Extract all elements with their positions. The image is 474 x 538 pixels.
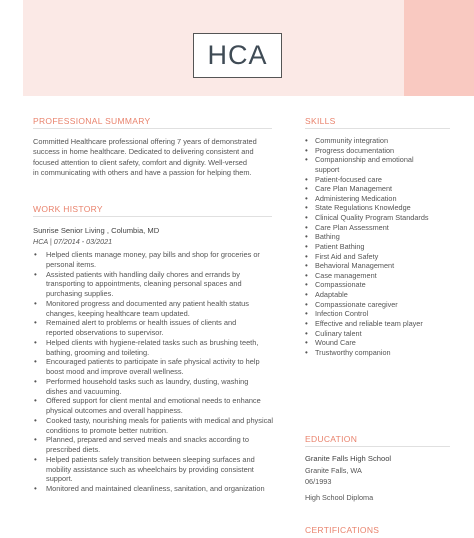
job-duty-item bbox=[33, 338, 281, 358]
job-duty-item bbox=[33, 357, 281, 377]
text-line: Encouraged patients to participate in safe physical activity to help bbox=[46, 357, 260, 367]
summary-heading: PROFESSIONAL SUMMARY bbox=[33, 116, 151, 126]
skill-item bbox=[305, 203, 460, 213]
skill-item bbox=[305, 175, 460, 185]
skill-item bbox=[305, 232, 460, 242]
text-line: Helped patients safely transition between sleeping surfaces and bbox=[46, 454, 255, 464]
skills-heading: SKILLS bbox=[305, 116, 336, 126]
skill-item bbox=[305, 338, 460, 348]
job-duty-item bbox=[33, 416, 281, 436]
job-duty-item bbox=[33, 435, 281, 455]
header-band-left bbox=[0, 0, 23, 96]
text-line: Patient Bathing bbox=[315, 241, 365, 251]
text-line: Companionship and emotional bbox=[315, 155, 414, 165]
text-line: Bathing bbox=[315, 232, 340, 242]
skill-item bbox=[305, 280, 460, 290]
text-line: in communicating with others and have a passion for helping them. bbox=[33, 167, 252, 177]
certifications-heading: CERTIFICATIONS bbox=[305, 525, 380, 535]
text-line: Clinical Quality Program Standards bbox=[315, 213, 429, 222]
skill-item bbox=[305, 136, 460, 146]
skill-item bbox=[305, 271, 460, 281]
text-line: success in home healthcare. Dedicated to delivering consistent and bbox=[33, 147, 254, 157]
text-line: Cooked tasty, nourishing meals for patients with medical and physical bbox=[46, 415, 274, 425]
header-band-right bbox=[404, 0, 474, 96]
text-line: Behavioral Management bbox=[315, 261, 395, 271]
text-line: Progress documentation bbox=[315, 145, 395, 155]
text-line: Effective and reliable team player bbox=[315, 318, 423, 328]
text-line: Assisted patients with handling daily chores and errands by bbox=[46, 269, 240, 279]
text-line: Patient-focused care bbox=[315, 174, 382, 184]
job-duty-item bbox=[33, 484, 281, 494]
text-line: Trustworthy companion bbox=[315, 347, 391, 357]
skill-item bbox=[305, 155, 460, 174]
skill-item bbox=[305, 329, 460, 339]
skill-item bbox=[305, 309, 460, 319]
education-degree: High School Diploma bbox=[305, 493, 374, 502]
text-line: conditions to promote better nutrition. bbox=[46, 425, 169, 435]
skill-item bbox=[305, 242, 460, 252]
education-date: 06/1993 bbox=[305, 477, 332, 486]
job-duty-item bbox=[33, 377, 281, 397]
candidate-name: HCA bbox=[207, 40, 268, 70]
education-location: Granite Falls, WA bbox=[305, 466, 362, 475]
summary-divider bbox=[33, 128, 272, 129]
skill-item bbox=[305, 300, 460, 310]
text-line: focused attention to client safety, comfort and dignity. Well-versed bbox=[33, 157, 248, 167]
education-divider bbox=[305, 446, 450, 447]
text-line: First Aid and Safety bbox=[315, 251, 379, 261]
text-line: bathing, grooming and toileting. bbox=[46, 347, 150, 357]
work-history-divider bbox=[33, 216, 272, 217]
text-line: Remained alert to problems or health issues of clients and bbox=[46, 318, 237, 328]
text-line: Infection Control bbox=[315, 309, 369, 319]
skill-item bbox=[305, 184, 460, 194]
text-line: support. bbox=[46, 474, 73, 484]
text-line: Case management bbox=[315, 270, 377, 280]
text-line: Helped clients manage money, pay bills and shop for groceries or bbox=[46, 250, 260, 259]
text-line: Monitored and maintained cleanliness, sanitation, and organization bbox=[46, 484, 265, 493]
text-line: Helped clients with hygiene-related tasks such as brushing teeth, bbox=[46, 337, 259, 347]
text-line: purchasing supplies. bbox=[46, 289, 114, 298]
skills-list bbox=[305, 136, 460, 357]
text-line: prescribed diets. bbox=[46, 445, 101, 454]
text-line: Planned, prepared and served meals and snacks according to bbox=[46, 435, 249, 445]
education-school: Granite Falls High School bbox=[305, 454, 392, 463]
job-duties-list bbox=[33, 250, 281, 494]
text-line: Monitored progress and documented any patient health status bbox=[46, 298, 249, 308]
skill-item bbox=[305, 213, 460, 223]
skills-divider bbox=[305, 128, 450, 129]
job-duty-item bbox=[33, 318, 281, 338]
text-line: Adaptable bbox=[315, 290, 348, 299]
skill-item bbox=[305, 252, 460, 262]
text-line: boost mood and improve overall wellness. bbox=[46, 367, 184, 376]
text-line: Community integration bbox=[315, 136, 389, 145]
text-line: changes, keeping healthcare team updated. bbox=[46, 308, 190, 318]
text-line: Care Plan Assessment bbox=[315, 222, 389, 232]
job-duty-item bbox=[33, 250, 281, 270]
text-line: Offered support for client mental and emotional needs to enhance bbox=[46, 396, 261, 406]
job-title-dates: HCA | 07/2014 - 03/2021 bbox=[33, 237, 113, 246]
skill-item bbox=[305, 223, 460, 233]
job-duty-item bbox=[33, 270, 281, 299]
text-line: Compassionate bbox=[315, 280, 366, 290]
job-duty-item bbox=[33, 455, 281, 484]
text-line: State Regulations Knowledge bbox=[315, 203, 411, 213]
education-heading: EDUCATION bbox=[305, 434, 358, 444]
text-line: transporting to appointments, cleaning personal spaces and bbox=[46, 279, 242, 289]
job-duty-item bbox=[33, 299, 281, 319]
skill-item bbox=[305, 146, 460, 156]
text-line: Care Plan Management bbox=[315, 184, 393, 194]
skill-item bbox=[305, 319, 460, 329]
text-line: physical outcomes and overall happiness. bbox=[46, 406, 183, 415]
work-history-heading: WORK HISTORY bbox=[33, 204, 103, 214]
text-line: personal items. bbox=[46, 259, 97, 269]
text-line: Wound Care bbox=[315, 338, 356, 348]
job-duty-item bbox=[33, 396, 281, 416]
skill-item bbox=[305, 261, 460, 271]
job-employer: Sunrise Senior Living , Columbia, MD bbox=[33, 226, 160, 235]
text-line: Compassionate caregiver bbox=[315, 299, 398, 309]
name-box bbox=[193, 33, 282, 78]
text-line: support bbox=[315, 164, 340, 174]
text-line: Performed household tasks such as laundry, dusting, washing bbox=[46, 376, 249, 386]
skill-item bbox=[305, 290, 460, 300]
skill-item bbox=[305, 194, 460, 204]
text-line: dishes and vacuuming. bbox=[46, 386, 122, 396]
text-line: Administering Medication bbox=[315, 193, 397, 203]
text-line: reported observations to supervisor. bbox=[46, 328, 164, 337]
skill-item bbox=[305, 348, 460, 358]
text-line: mobility assistance such as wheelchairs by providing consistent bbox=[46, 464, 254, 474]
summary-text bbox=[33, 137, 278, 178]
text-line: Culinary talent bbox=[315, 328, 362, 338]
text-line: Committed Healthcare professional offering 7 years of demonstrated bbox=[33, 137, 257, 146]
